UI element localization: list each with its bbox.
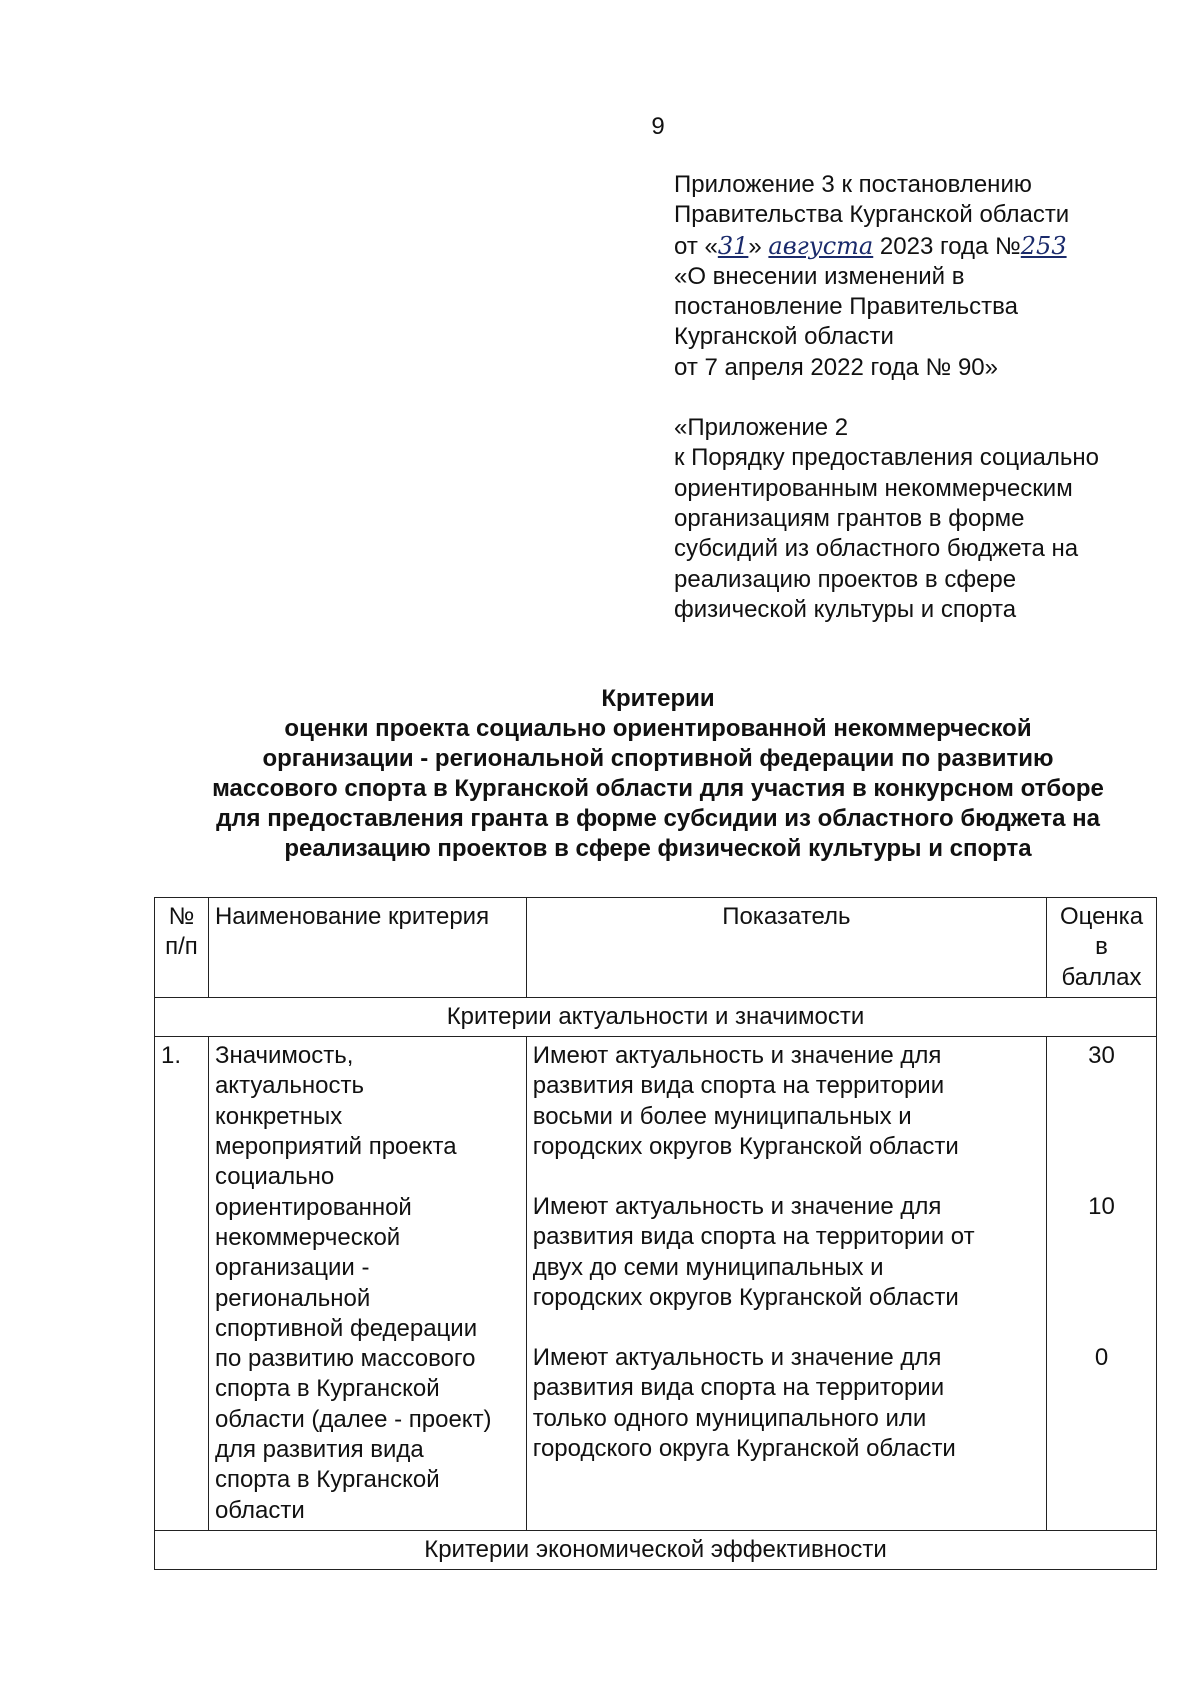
header-score: Оценка в баллах — [1047, 898, 1157, 998]
handwritten-number: 253 — [1020, 231, 1067, 260]
appendix-line: «О внесении изменений в — [674, 262, 965, 290]
row-num: 1. — [155, 1037, 209, 1531]
appendix2-line: к Порядку предоставления социально — [674, 444, 1099, 472]
score-value: 0 — [1094, 1344, 1109, 1372]
appendix-date-line — [674, 231, 1174, 262]
row-criterion-name: Значимость, актуальность конкретных мероприятий проекта социально ориентированной некоммерческой организации - региональной спортивной федерации по развитию массового спорта в Курганской области (далее - проект) для развития вида спорта в Курганской области — [208, 1037, 526, 1531]
header-indicator: Показатель — [526, 898, 1046, 998]
page-number: 9 — [651, 113, 665, 140]
date-mid: » — [748, 232, 769, 260]
indicator-item: Имеют актуальность и значение для развития вида спорта на территории только одного муниципального или городского округа Курганской области — [532, 1344, 956, 1463]
appendix-header — [674, 170, 1174, 625]
appendix-line: Правительства Курганской области — [674, 201, 1070, 229]
appendix-line: от 7 апреля 2022 года № 90» — [674, 353, 998, 381]
appendix-line: Курганской области — [674, 323, 894, 351]
appendix-line: постановление Правительства — [674, 293, 1018, 321]
appendix2-line: реализацию проектов в сфере — [674, 565, 1017, 593]
document-title — [150, 684, 1166, 864]
handwritten-day: 31 — [717, 231, 749, 260]
appendix2-line: «Приложение 2 — [674, 414, 849, 442]
indicator-item: Имеют актуальность и значение для развития вида спорта на территории восьми и более муниципальных и городских округов Курганской области — [532, 1042, 959, 1161]
score-value: 30 — [1088, 1042, 1115, 1070]
indicator-item: Имеют актуальность и значение для развития вида спорта на территории от двух до семи муниципальных и городских округов Курганской области — [532, 1193, 975, 1312]
section-row-relevance — [155, 997, 1157, 1036]
section-title: Критерии актуальности и значимости — [155, 997, 1157, 1036]
section-row-economic — [155, 1530, 1157, 1569]
appendix2-line: субсидий из областного бюджета на — [674, 535, 1079, 563]
title-line: массового спорта в Курганской области для участия в конкурсном отборе — [212, 775, 1104, 802]
title-line: Критерии — [601, 685, 715, 712]
row-indicators — [526, 1037, 1046, 1531]
score-value: 10 — [1088, 1193, 1115, 1221]
appendix2-line: физической культуры и спорта — [674, 595, 1017, 623]
handwritten-month: августа — [768, 231, 874, 260]
date-prefix: от « — [674, 232, 718, 260]
title-line: для предоставления гранта в форме субсидии из областного бюджета на — [216, 805, 1100, 832]
header-name: Наименование критерия — [208, 898, 526, 998]
table-header-row — [155, 898, 1157, 998]
section-title: Критерии экономической эффективности — [155, 1530, 1157, 1569]
row-scores — [1047, 1037, 1157, 1531]
table-row — [155, 1037, 1157, 1531]
header-num: № п/п — [155, 898, 209, 998]
title-line: реализацию проектов в сфере физической культуры и спорта — [284, 835, 1032, 862]
appendix-line: Приложение 3 к постановлению — [674, 171, 1032, 198]
appendix2-line: организациям грантов в форме — [674, 504, 1025, 532]
title-line: организации - региональной спортивной федерации по развитию — [262, 745, 1054, 772]
title-line: оценки проекта социально ориентированной некоммерческой — [284, 715, 1032, 742]
appendix2-line: ориентированным некоммерческим — [674, 474, 1073, 502]
criteria-table — [154, 897, 1157, 1570]
date-year: 2023 года № — [873, 232, 1021, 260]
